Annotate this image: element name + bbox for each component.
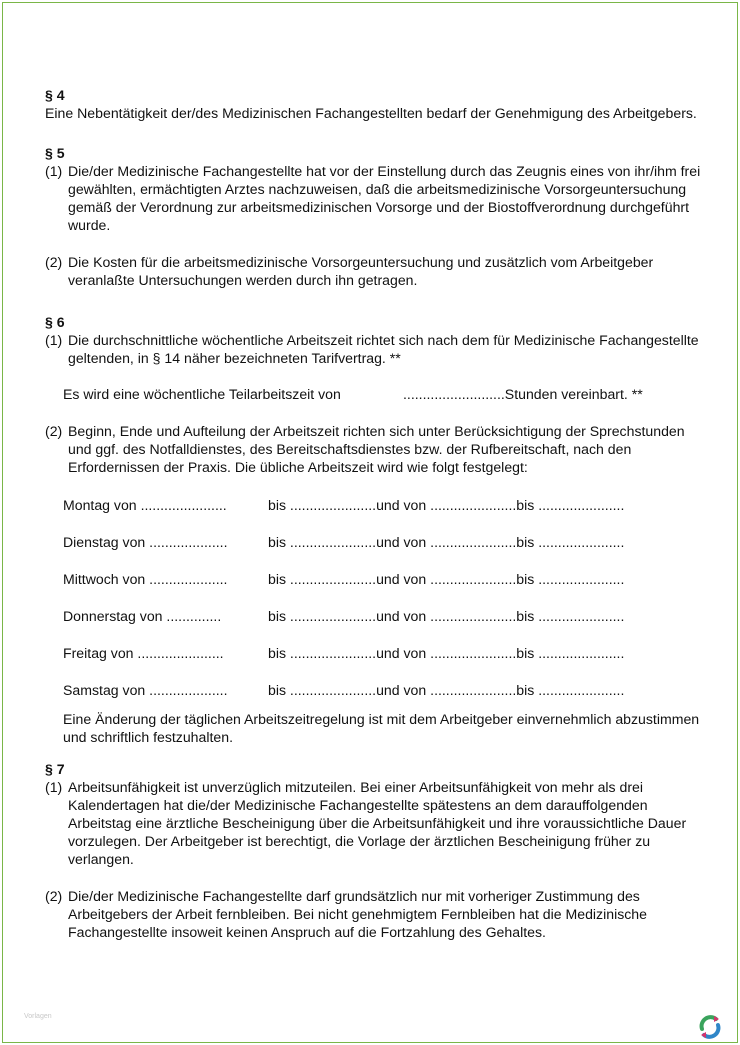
section-4-text: Eine Nebentätigkeit der/des Medizinischen Fachangestellten bedarf der Genehmigung des Arbeitgebers. — [45, 105, 697, 121]
schedule-row — [45, 533, 705, 570]
section-5-item-1 — [45, 162, 705, 234]
schedule-row — [45, 607, 705, 644]
schedule-day: Samstag von .................... — [63, 682, 228, 698]
part-time-tail: ..........................Stunden vereinbart. ** — [403, 386, 643, 402]
schedule-change-note: Eine Änderung der täglichen Arbeitszeitregelung ist mit dem Arbeitgeber einvernehmlich abzustimmen und schriftlich festzuhalten. — [63, 711, 700, 745]
sync-logo-icon — [696, 1013, 724, 1041]
section-6-heading: § 6 — [45, 314, 65, 330]
part-time-lead: Es wird eine wöchentliche Teilarbeitszeit von — [63, 386, 341, 402]
section-5-item-2 — [45, 253, 705, 289]
work-schedule — [45, 496, 705, 718]
item-number: (2) — [45, 888, 63, 904]
schedule-day: Montag von ...................... — [63, 497, 227, 513]
item-text: Die/der Medizinische Fachangestellte darf grundsätzlich nur mit vorheriger Zustimmung des Arbeitgebers der Arbeit fernbleiben. Bei nicht genehmigtem Fernbleiben hat die Medizinische Fachangestellte insoweit keinen Anspruch auf die Fortzahlung des Gehaltes. — [68, 888, 647, 940]
schedule-times: bis ......................und von ......................bis ...................... — [268, 682, 625, 698]
item-number: (1) — [45, 779, 63, 795]
section-5-heading: § 5 — [45, 145, 65, 161]
schedule-times: bis ......................und von ......................bis ...................... — [268, 608, 625, 624]
section-6-item-1 — [45, 331, 705, 367]
schedule-day: Dienstag von .................... — [63, 534, 228, 550]
schedule-row — [45, 570, 705, 607]
schedule-day: Mittwoch von .................... — [63, 571, 228, 587]
schedule-row — [45, 644, 705, 681]
schedule-row — [45, 496, 705, 533]
item-text: Die/der Medizinische Fachangestellte hat vor der Einstellung durch das Zeugnis eines von ihr/ihm frei gewählten, ermächtigten Arztes nachzuweisen, daß die arbeitsmedizinische Vorsorgeuntersuchung gemäß der Verordnung zur arbeitsmedizinischen Vorsorge und der Biostoffverordnung durchgeführt wurde. — [68, 163, 701, 233]
watermark-text: Vorlagen — [24, 1013, 52, 1020]
section-6-item-2 — [45, 422, 705, 476]
schedule-times: bis ......................und von ......................bis ...................... — [268, 497, 625, 513]
schedule-times: bis ......................und von ......................bis ...................... — [268, 571, 625, 587]
document-page — [45, 86, 705, 941]
schedule-day: Freitag von ...................... — [63, 645, 224, 661]
schedule-times: bis ......................und von ......................bis ...................... — [268, 645, 625, 661]
part-time-line — [45, 385, 705, 403]
item-text: Arbeitsunfähigkeit ist unverzüglich mitzuteilen. Bei einer Arbeitsunfähigkeit von mehr als drei Kalendertagen hat die/der Medizinische Fachangestellte spätestens an dem darauffolgenden Arbeitstag eine ärztliche Bescheinigung über die Arbeitsunfähigkeit und ihre voraussichtliche Dauer vorzulegen. Der Arbeitgeber ist berechtigt, die Vorlage der ärztlichen Bescheinigung früher zu verlangen. — [68, 779, 687, 867]
item-number: (2) — [45, 423, 63, 439]
item-number: (1) — [45, 332, 63, 348]
schedule-day: Donnerstag von .............. — [63, 608, 222, 624]
item-number: (2) — [45, 254, 63, 270]
section-7-item-1 — [45, 778, 705, 868]
item-text: Beginn, Ende und Aufteilung der Arbeitszeit richten sich unter Berücksichtigung der Sprechstunden und ggf. des Notfalldienstes, des Bereitschaftsdienstes bzw. der Rufbereitschaft, nach den Erfordernissen der Praxis. Die übliche Arbeitszeit wird wie folgt festgelegt: — [68, 423, 685, 475]
section-7-item-2 — [45, 887, 705, 941]
item-text: Die Kosten für die arbeitsmedizinische Vorsorgeuntersuchung und zusätzlich vom Arbeitgeber veranlaßte Untersuchungen werden durch ihn getragen. — [68, 254, 654, 288]
item-text: Die durchschnittliche wöchentliche Arbeitszeit richtet sich nach dem für Medizinische Fachangestellte geltenden, in § 14 näher bezeichneten Tarifvertrag. ** — [68, 332, 699, 366]
section-4-heading: § 4 — [45, 87, 65, 103]
item-number: (1) — [45, 163, 63, 179]
schedule-times: bis ......................und von ......................bis ...................... — [268, 534, 625, 550]
schedule-row — [45, 681, 705, 718]
section-7-heading: § 7 — [45, 761, 65, 777]
